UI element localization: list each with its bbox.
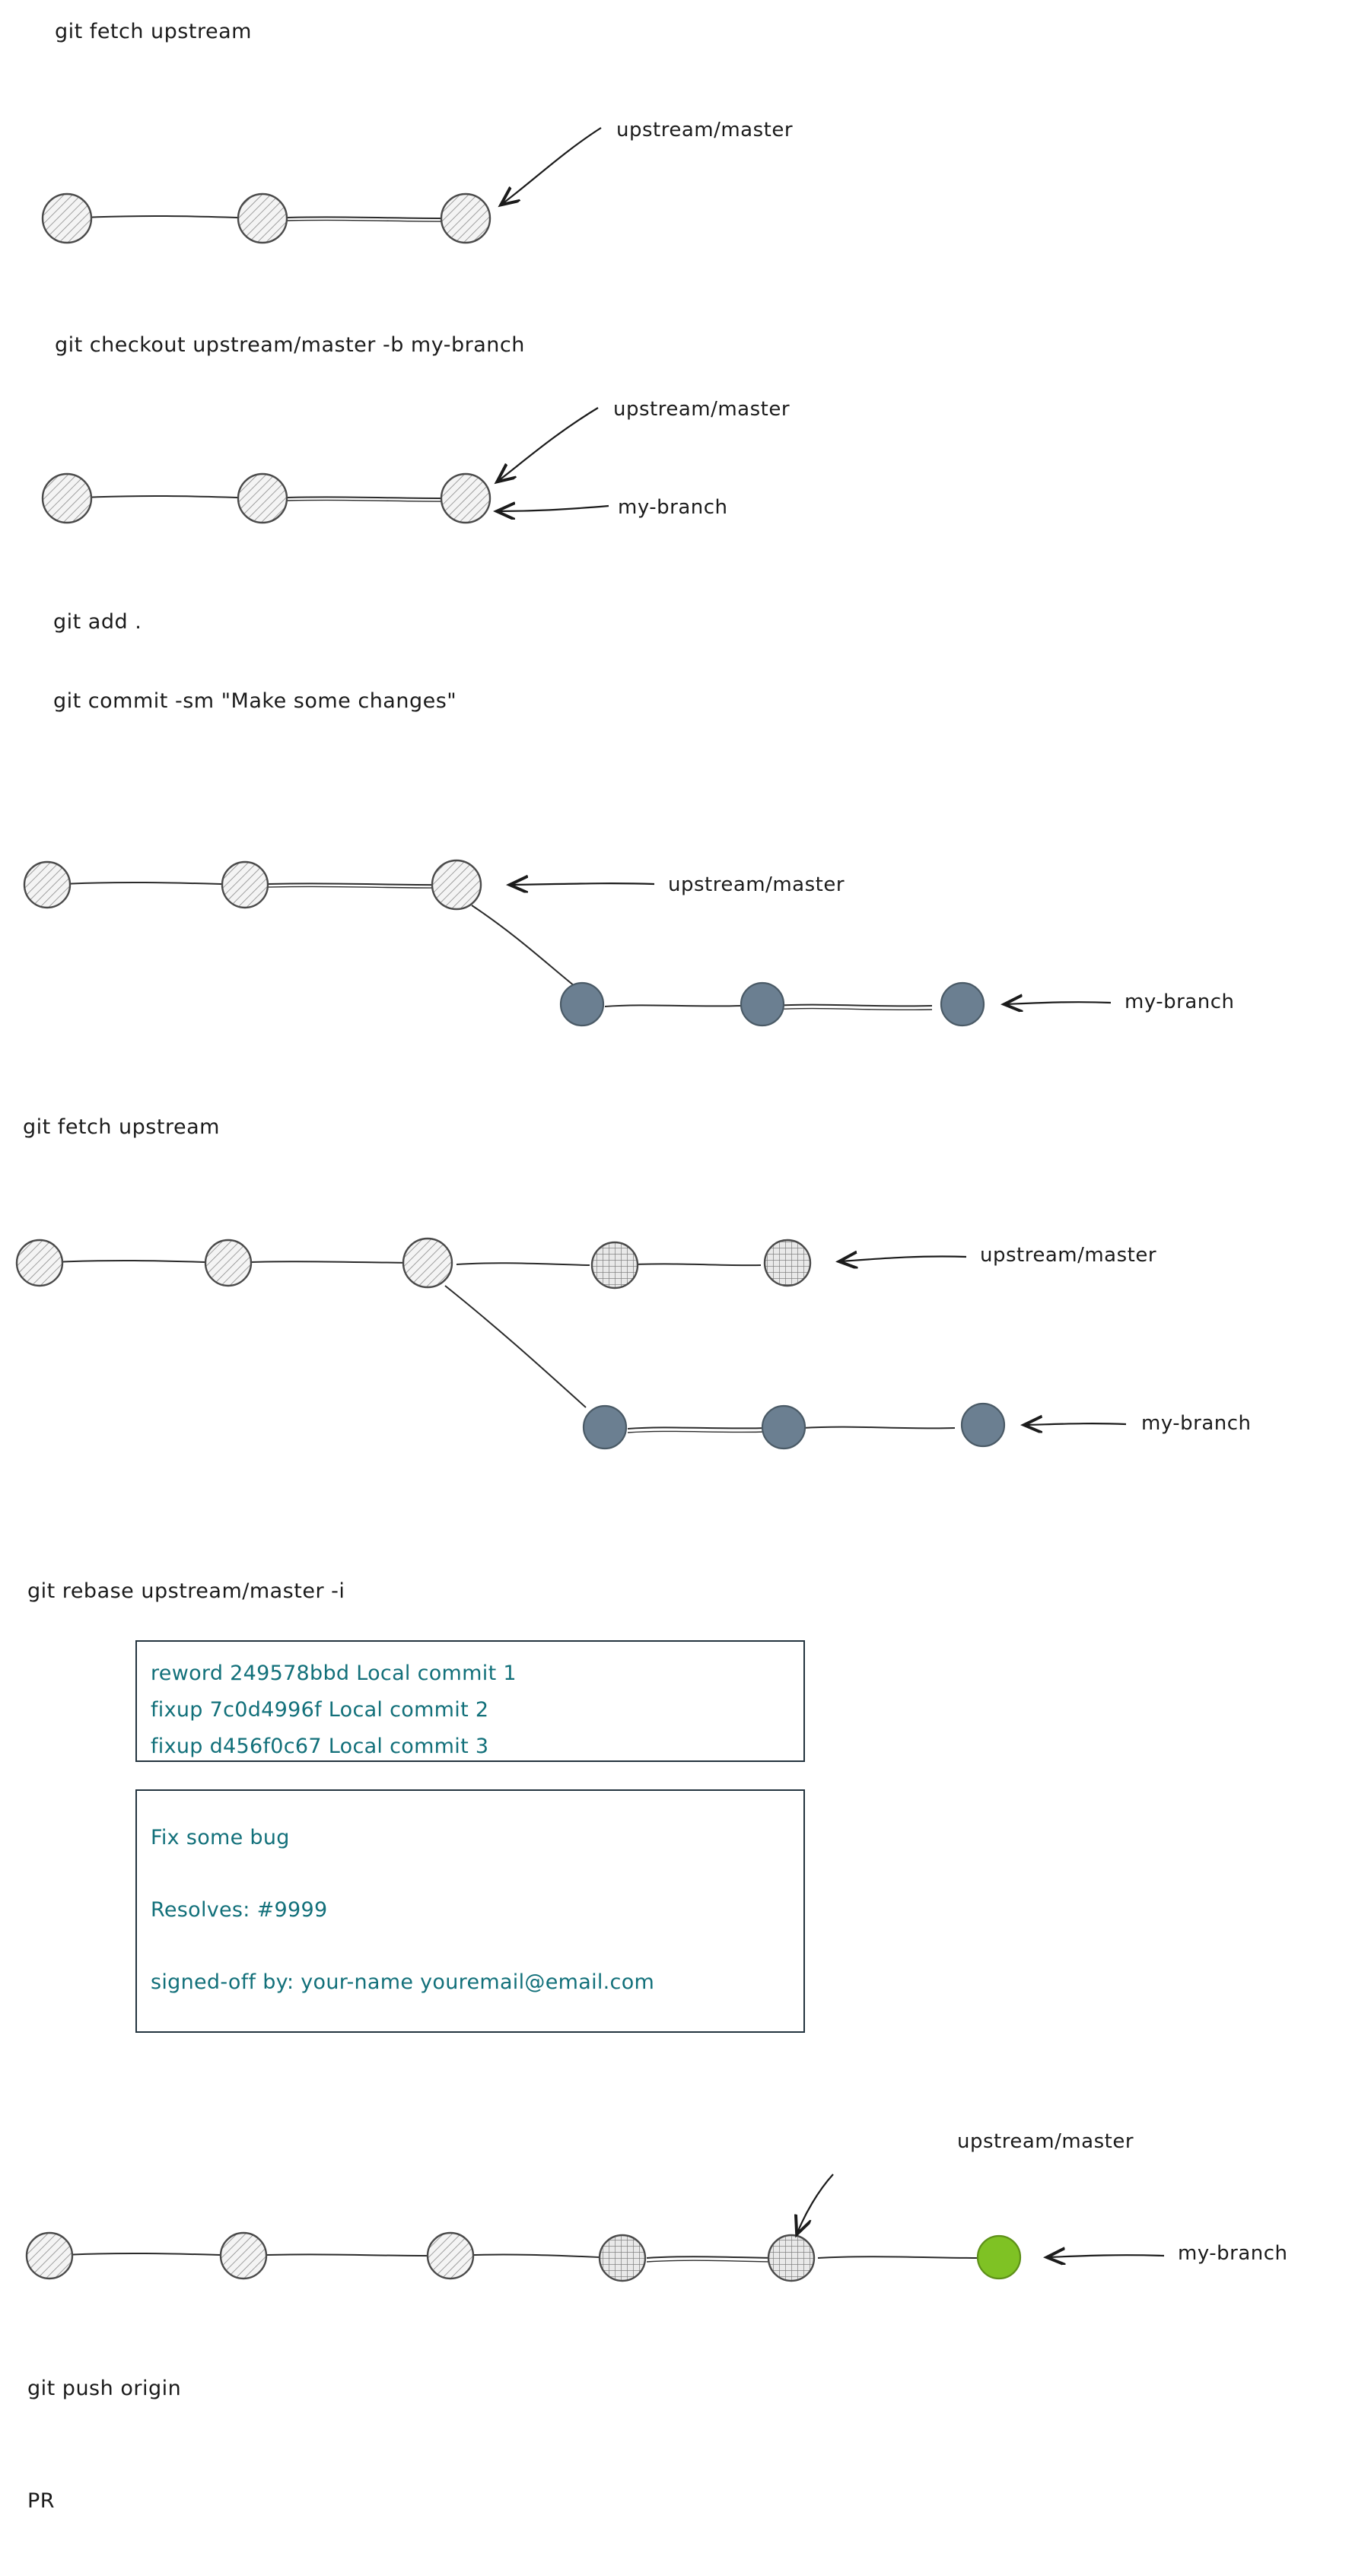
- rebase-todo-line-3: fixup d456f0c67 Local commit 3: [151, 1735, 489, 1758]
- rebase-todo-line-2: fixup 7c0d4996f Local commit 2: [151, 1698, 489, 1722]
- commit-message-line-3: signed-off by: your-name youremail@email.com: [151, 1970, 655, 1994]
- label-upstream-master-1: upstream/master: [616, 119, 794, 142]
- label-upstream-master-4: upstream/master: [980, 1244, 1157, 1267]
- step2-graph: [43, 408, 609, 523]
- label-upstream-master-3: upstream/master: [668, 873, 845, 896]
- label-pr: PR: [27, 2489, 56, 2513]
- label-upstream-master-2: upstream/master: [613, 398, 791, 421]
- label-my-branch-4: my-branch: [1141, 1412, 1252, 1435]
- command-fetch-upstream-1: git fetch upstream: [55, 20, 252, 43]
- step6-graph: [27, 2174, 1164, 2281]
- rebase-todo-line-1: reword 249578bbd Local commit 1: [151, 1662, 517, 1685]
- step1-graph: [43, 128, 601, 243]
- command-fetch-upstream-2: git fetch upstream: [23, 1115, 220, 1139]
- label-my-branch-2: my-branch: [618, 496, 728, 519]
- step4-graph: [17, 1239, 1126, 1449]
- commit-message-line-2: Resolves: #9999: [151, 1898, 328, 1922]
- command-git-add: git add .: [53, 610, 142, 634]
- command-git-rebase: git rebase upstream/master -i: [27, 1579, 345, 1603]
- label-upstream-master-6: upstream/master: [957, 2130, 1134, 2153]
- command-git-commit: git commit -sm "Make some changes": [53, 689, 457, 713]
- label-my-branch-6: my-branch: [1178, 2242, 1288, 2265]
- step3-graph: [24, 860, 1111, 1026]
- commit-message-line-1: Fix some bug: [151, 1826, 290, 1849]
- label-my-branch-3: my-branch: [1125, 991, 1235, 1013]
- command-checkout-branch: git checkout upstream/master -b my-branch: [55, 333, 525, 357]
- command-git-push: git push origin: [27, 2377, 182, 2400]
